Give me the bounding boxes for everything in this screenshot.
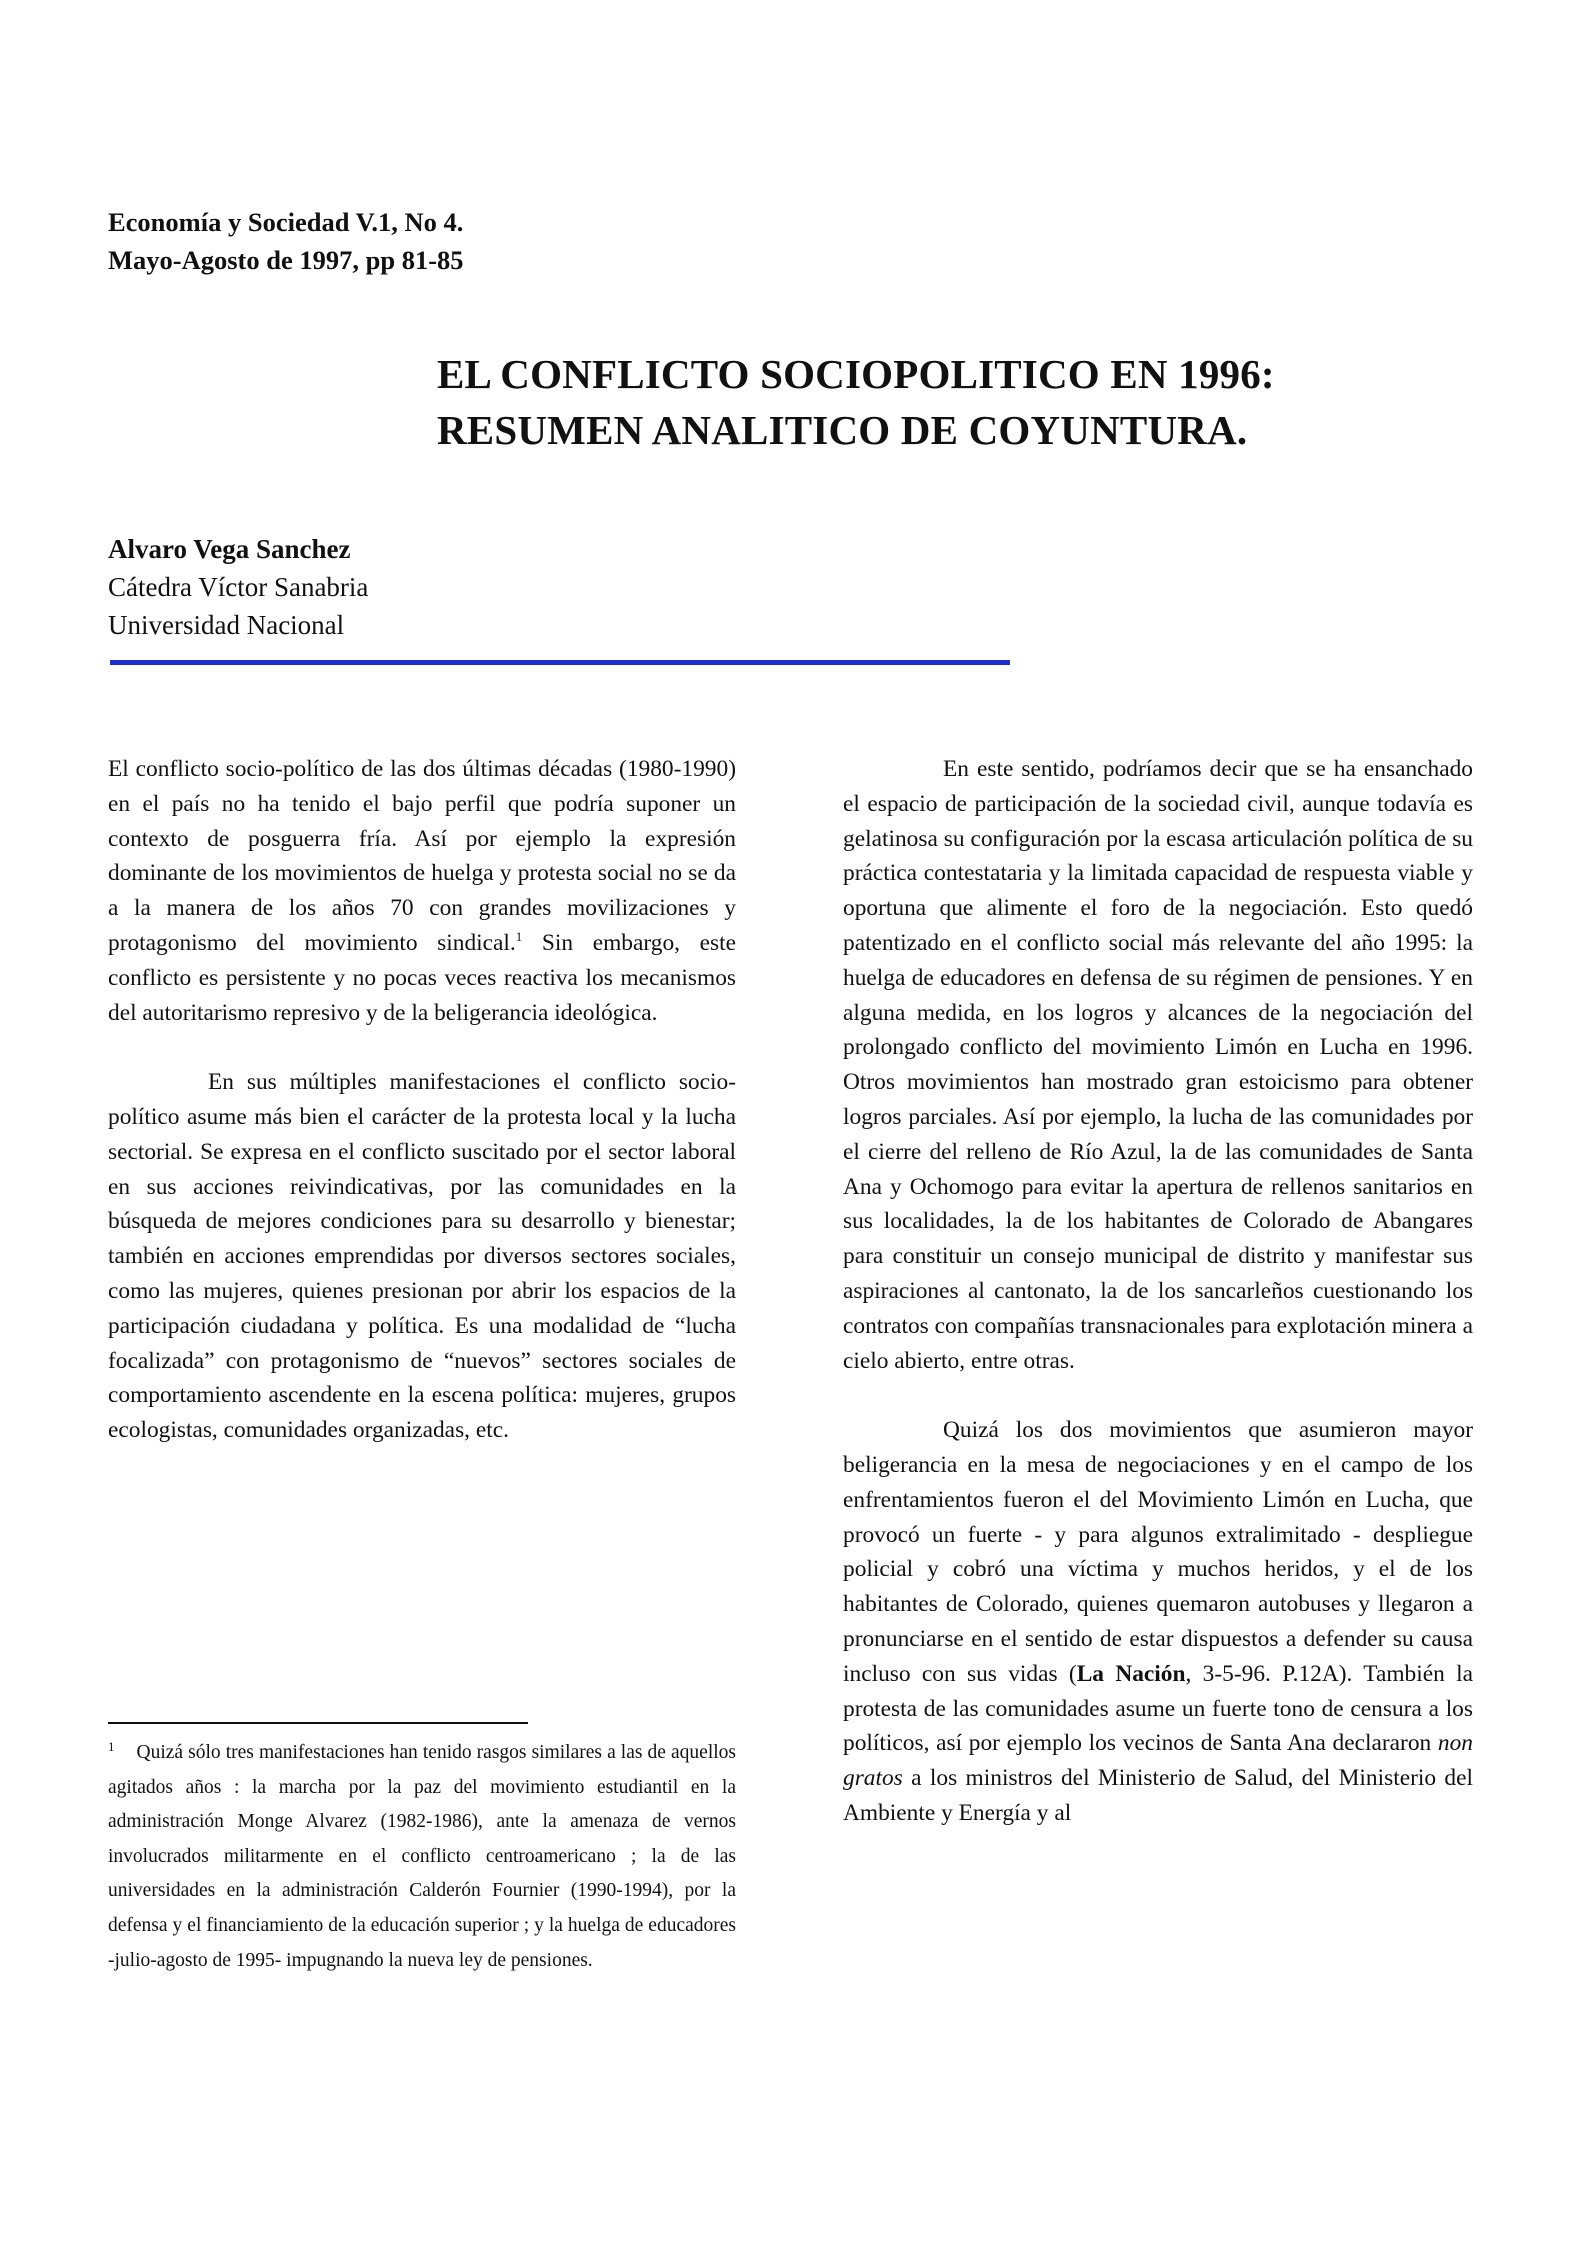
title-line-1: EL CONFLICTO SOCIOPOLITICO EN 1996: <box>437 351 1275 397</box>
left-column <box>108 752 736 1483</box>
italic-phrase: non gratos <box>843 1730 1473 1792</box>
author-institution: Universidad Nacional <box>108 610 345 640</box>
journal-citation <box>108 203 464 279</box>
source-citation: La Nación <box>1076 1660 1186 1687</box>
author-chair: Cátedra Víctor Sanabria <box>108 572 369 602</box>
author-block <box>108 530 368 644</box>
paragraph-4: Quizá los dos movimientos que asumieron mayor beligerancia en la mesa de negociaciones y en el campo de los enfrentamientos fueron el del Movimiento Limón en Lucha, que provocó un fuerte - y para algunos extralimitado - despliegue policial y cobró una víctima y muchos heridos, y el de los habitantes de Colorado, quienes quemaron autobuses y llegaron a pronunciarse en el sentido de estar dispuestos a defender su causa incluso con sus vidas (La Nación, 3-5-96. P.12A). También la protesta de las comunidades asume un fuerte tono de censura a los políticos, así por ejemplo los vecinos de Santa Ana declararon non gratos a los ministros del Ministerio de Salud, del Ministerio del Ambiente y Energía y al <box>843 1417 1473 1826</box>
footnote-text: Quizá sólo tres manifestaciones han tenido rasgos similares a las de aquellos agitados años : la marcha por la paz del movimiento estudiantil en la administración Monge Alvarez (1982-1986), ante la amenaza de vernos involucrados militarmente en el conflicto centroamericano ; la de las universidades en la administración Calderón Fournier (1990-1994), por la defensa y el financiamiento de la educación superior ; y la huelga de educadores -julio-agosto de 1995- impugnando la nueva ley de pensiones. <box>108 1742 736 1971</box>
footnote <box>108 1736 736 1978</box>
article-title <box>437 346 1275 458</box>
title-divider <box>110 660 1010 665</box>
title-line-2: RESUMEN ANALITICO DE COYUNTURA. <box>437 407 1248 453</box>
paragraph-2: En sus múltiples manifestaciones el conflicto socio-político asume más bien el carácter de la protesta local y la lucha sectorial. Se expresa en el conflicto suscitado por el sector laboral en sus acciones reivindicativas, por las comunidades en la búsqueda de mejores condiciones para su desarrollo y bienestar; también en acciones emprendidas por diversos sectores sociales, como las mujeres, quienes presionan por abrir los espacios de la participación ciudadana y política. Es una modalidad de “lucha focalizada” con protagonismo de “nuevos” sectores sociales de comportamiento ascendente en la escena política: mujeres, grupos ecologistas, comunidades organizadas, etc. <box>108 1069 736 1444</box>
paragraph-1: El conflicto socio-político de las dos últimas décadas (1980-1990) en el país no ha tenido el bajo perfil que podría suponer un contexto de posguerra fría. Así por ejemplo la expresión dominante de los movimientos de huelga y protesta social no se da a la manera de los años 70 con grandes movilizaciones y protagonismo del movimiento sindical.$^1$ Sin embargo, este conflicto es persistente y no pocas veces reactiva los mecanismos del autoritarismo represivo y de la beligerancia ideológica. <box>108 756 736 1026</box>
journal-date-pages: Mayo-Agosto de 1997, pp 81-85 <box>108 245 464 275</box>
right-column <box>843 752 1473 1866</box>
author-name: Alvaro Vega Sanchez <box>108 534 351 564</box>
footnote-ref[interactable]: 1 <box>515 929 523 945</box>
journal-volume: Economía y Sociedad V.1, No 4. <box>108 207 464 237</box>
footnote-divider <box>108 1722 528 1724</box>
footnote-mark: 1 <box>108 1738 115 1754</box>
paragraph-3: En este sentido, podríamos decir que se ha ensanchado el espacio de participación de la sociedad civil, aunque todavía es gelatinosa su configuración por la escasa articulación política de su práctica contestataria y la limitada capacidad de respuesta viable y oportuna que alimente el foro de la negociación. Esto quedó patentizado en el conflicto social más relevante del año 1995: la huelga de educadores en defensa de su régimen de pensiones. Y en alguna medida, en los logros y alcances de la negociación del prolongado conflicto del movimiento Limón en Lucha en 1996. Otros movimientos han mostrado gran estoicismo para obtener logros parciales. Así por ejemplo, la lucha de las comunidades por el cierre del relleno de Río Azul, la de las comunidades de Santa Ana y Ochomogo para evitar la apertura de rellenos sanitarios en sus localidades, la de los habitantes de Colorado de Abangares para constituir un consejo municipal de distrito y manifestar sus aspiraciones al cantonato, la de los sancarleños cuestionando los contratos con compañías transnacionales para explotación minera a cielo abierto, entre otras. <box>843 756 1473 1374</box>
